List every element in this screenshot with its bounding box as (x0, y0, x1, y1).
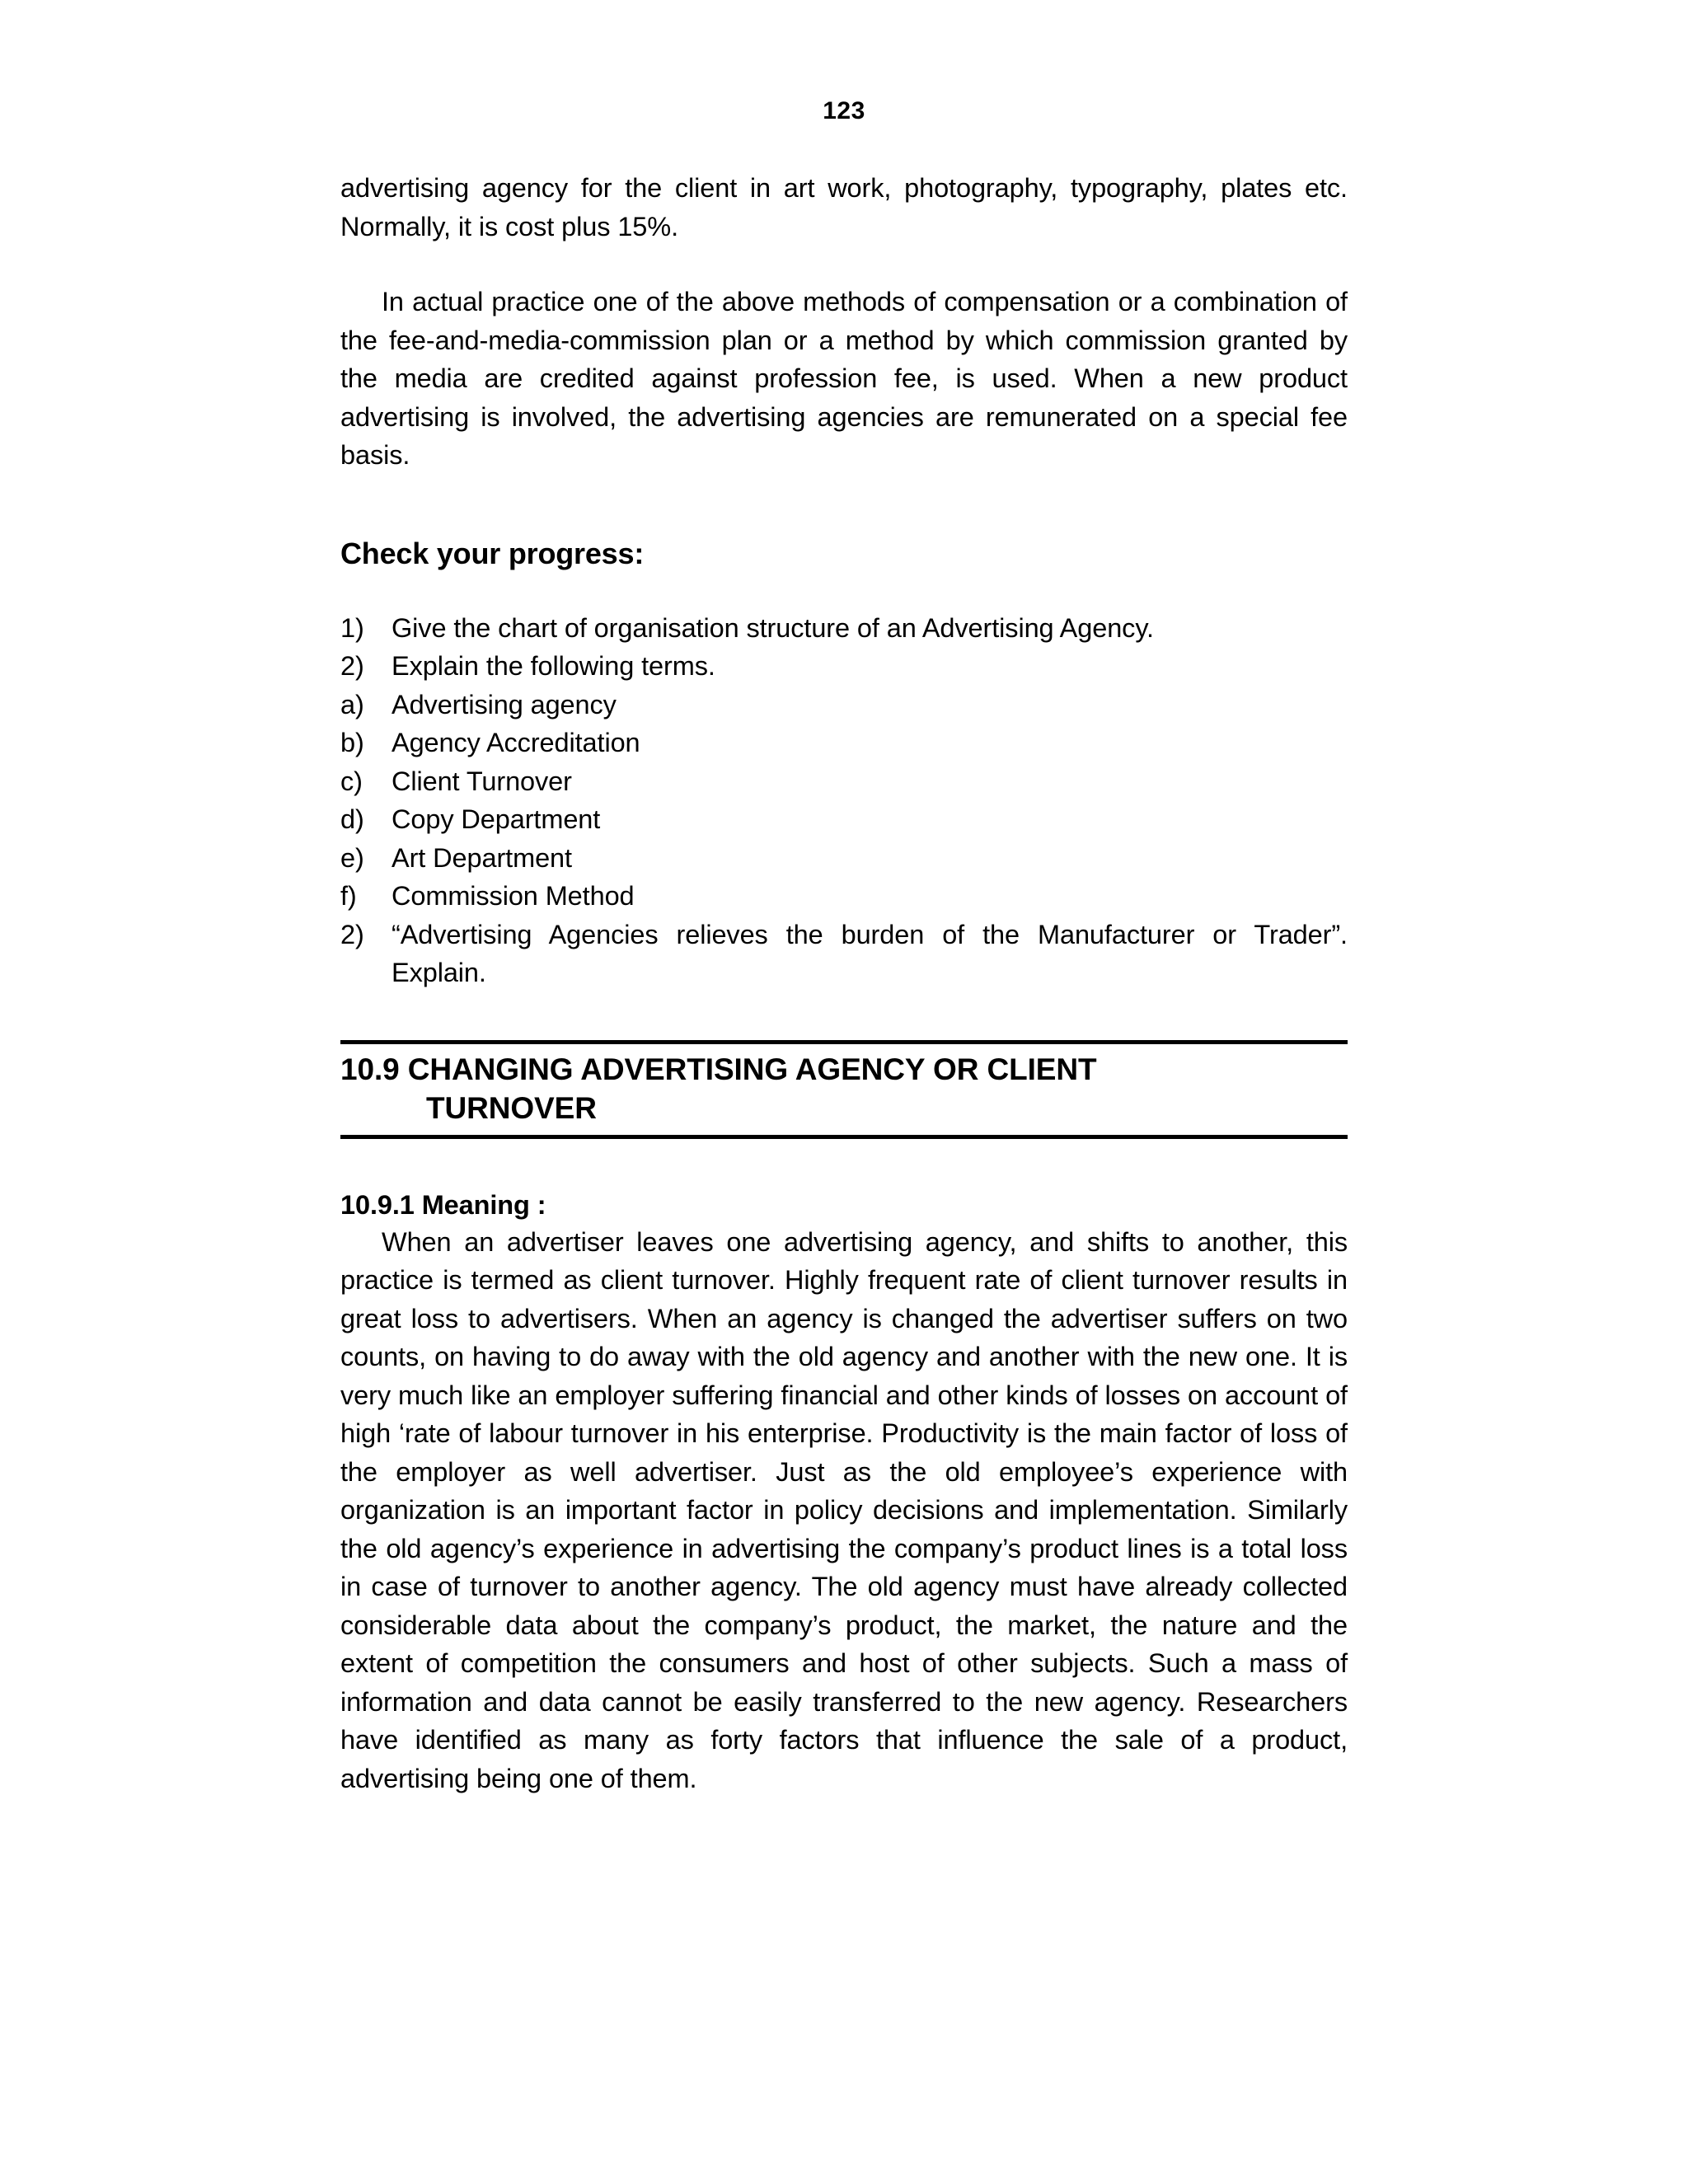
page-number: 123 (823, 97, 865, 124)
spacer (340, 992, 1348, 1040)
list-item (340, 800, 1348, 839)
check-your-progress-list (340, 609, 1348, 992)
list-item (340, 877, 1348, 916)
list-item-label: Copy Department (392, 804, 601, 834)
list-item-label: Art Department (392, 842, 572, 873)
spacer (340, 572, 1348, 609)
spacer (340, 246, 1348, 283)
section-heading-line-2: TURNOVER (426, 1090, 597, 1125)
list-item-label: Agency Accreditation (392, 728, 640, 757)
list-item-marker: d) (340, 804, 364, 834)
paragraph-actual-practice: In actual practice one of the above methods of compensation or a combination of the fee-and-media-commission plan or a method by which commission granted by the media are credited against profession fee, is used. When a new product advertising is involved, the advertising agencies are remunerated on a special fee basis. (340, 287, 1348, 470)
list-item-marker: 1) (340, 612, 364, 643)
list-item-label: Give the chart of organisation structure of an Advertising Agency. (392, 612, 1154, 643)
sub-heading-meaning: 10.9.1 Meaning : (340, 1189, 546, 1220)
page-content (340, 169, 1348, 1797)
section-heading (340, 1044, 1348, 1135)
list-item-marker: f) (340, 881, 357, 911)
paragraph-meaning-body: When an advertiser leaves one advertising agency, and shifts to another, this practice is termed as client turnover. Highly frequent rate of client turnover results in great loss to advertisers. When an agency is changed the advertiser suffers on two counts, on having to do away with the old agency and another with the new one. It is very much like an employer suffering financial and other kinds of losses on account of high ‘rate of labour turnover in his enterprise. Productivity is the main factor of loss of the employer as well advertiser. Just as the old employee’s experience with organization is an important factor in policy decisions and implementation. Similarly the old agency’s experience in advertising the company’s product lines is a total loss in case of turnover to another agency. The old agency must have already collected considerable data about the company’s product, the market, the nature and the extent of competition the consumers and host of other subjects. Such a mass of information and data cannot be easily transferred to the new agency. Researchers have identified as many as forty factors that influence the sale of a product, advertising being one of them. (340, 1226, 1348, 1793)
list-item-marker: a) (340, 689, 364, 719)
list-item-label: Commission Method (392, 881, 635, 911)
list-item-marker: 2) (340, 919, 364, 949)
spacer (340, 1139, 1348, 1187)
list-item (340, 724, 1348, 762)
check-your-progress-heading: Check your progress: (340, 536, 645, 570)
list-item-label: “Advertising Agencies relieves the burden of the Manufacturer or Trader”. Explain. (392, 919, 1348, 987)
section-heading-line-1: 10.9 CHANGING ADVERTISING AGENCY OR CLIENT (340, 1052, 1097, 1086)
list-item (340, 762, 1348, 801)
list-item-label: Client Turnover (392, 766, 572, 796)
list-item (340, 916, 1348, 992)
list-item (340, 686, 1348, 724)
list-item (340, 647, 1348, 686)
list-item-marker: e) (340, 842, 364, 873)
paragraph-continued: advertising agency for the client in art work, photography, typography, plates etc. Normally, it is cost plus 15%. (340, 173, 1348, 241)
list-item (340, 839, 1348, 878)
list-item (340, 609, 1348, 648)
list-item-marker: 2) (340, 651, 364, 681)
list-item-label: Explain the following terms. (392, 651, 715, 681)
section-heading-block (340, 1040, 1348, 1139)
spacer (340, 475, 1348, 536)
list-item-label: Advertising agency (392, 689, 617, 719)
list-item-marker: c) (340, 766, 363, 796)
list-item-marker: b) (340, 728, 364, 757)
